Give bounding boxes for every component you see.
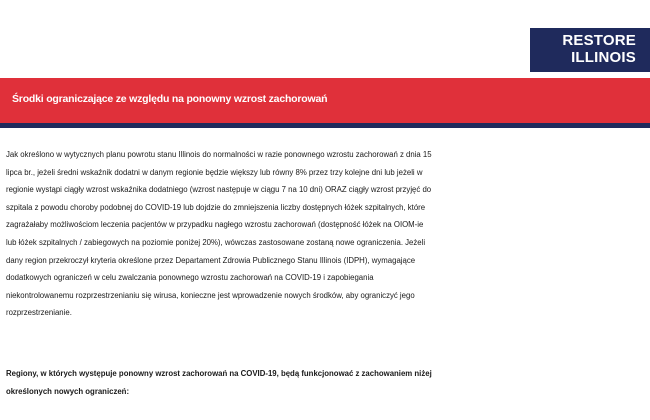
- body-paragraph: [6, 146, 642, 322]
- body-line: Jak określono w wytycznych planu powrotu stanu Illinois do normalności w razie ponownego wzrostu zachorowań z dnia 15: [6, 150, 432, 159]
- body-line: niekontrolowanemu rozprzestrzenianiu się wirusa, konieczne jest wprowadzenie nowych środków, aby ograniczyć jego: [6, 290, 415, 300]
- body-line: lub łóżek szpitalnych / zabiegowych na poziomie poniżej 20%), wówczas zastosowane zostaną nowe ograniczenia. Jeżeli: [6, 237, 426, 247]
- body-line: lipca br., jeżeli średni wskaźnik dodatni w danym regionie będzie większy lub równy 8% przez trzy kolejne dni lub jeżeli w: [6, 167, 423, 177]
- body-line: zagrażałaby możliwościom leczenia pacjentów w przypadku nagłego wzrostu zachorowań (dostępność łóżek na OIOM-ie: [6, 220, 424, 230]
- bold-line: Regiony, w których występuje ponowny wzrost zachorowań na COVID-19, będą funkcjonować z zachowaniem niżej: [6, 369, 432, 378]
- body-line: dodatkowych ograniczeń w celu zwalczania ponownego wzrostu zachorowań na COVID-19 i zapobiegania: [6, 273, 374, 283]
- restore-illinois-logo: [530, 28, 650, 72]
- bold-line: określonych nowych ograniczeń:: [6, 387, 130, 396]
- body-line: rozprzestrzenianie.: [6, 308, 72, 318]
- bold-paragraph: [6, 365, 642, 401]
- body-line: dany region przekroczył kryteria określone przez Departament Zdrowia Publicznego Stanu Illinois (IDPH), wymagające: [6, 255, 416, 265]
- body-line: regionie wystąpi ciągły wzrost wskaźnika dodatniego (wzrost następuje w ciągu 7 na 10 dni) ORAZ ciągły wzrost przyjęć do: [6, 185, 432, 195]
- logo-line-1: RESTORE: [562, 32, 636, 49]
- logo-line-2: ILLINOIS: [571, 49, 636, 66]
- page-title: Środki ograniczające ze względu na ponowny wzrost zachorowań: [12, 93, 328, 105]
- body-line: szpitala z powodu choroby podobnej do COVID-19 lub dojdzie do zmniejszenia liczby dostępnych łóżek szpitalnych, które: [6, 202, 426, 212]
